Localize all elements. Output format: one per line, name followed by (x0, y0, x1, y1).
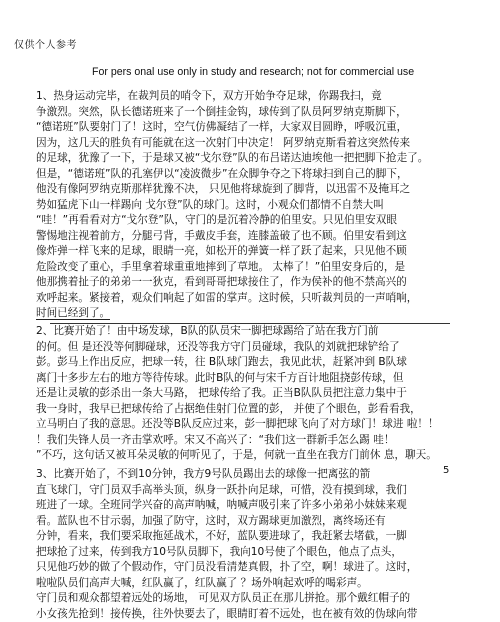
text-line: “德诺班”队要射门了！这时，空气仿佛凝结了一样，大家双目圆睁，呼吸沉重， (36, 120, 476, 136)
text-line: 2、比赛开始了！由中场发球，B队的队员宋一脚把球踢给了站在我方门前 (36, 324, 476, 340)
text-line: 分钟，看来，我们要采取拖延战术，不好，蓝队要进球了，我赶紧去堵截，一脚 (36, 529, 476, 545)
text-line: 啦啦队员们高声大喊，红队赢了，红队赢了 ？场外响起欢呼的喝彩声。 (36, 576, 476, 592)
text-line: 班进了一球。全班同学兴奋的高声呐喊，呐喊声吸引来了许多小弟弟小妹妹来观 (36, 498, 476, 514)
text-line: “哇！”再看看对方“戈尔登”队，守门的是沉着冷静的伯里安。只见伯里安双眼 (36, 213, 476, 229)
text-line: 立马明白了我的意思。还没等B队反应过来，彭一脚把球飞向了对方球门！球进 啦！！ (36, 417, 476, 433)
paragraph-2 (36, 324, 476, 464)
text-line: 只见他巧妙的做了个假动作，守门员没看清楚真假，扑了空，啊！球进了。这时， (36, 560, 476, 576)
text-line: 看。蓝队也不甘示弱，加强了防守，这时，双方踢球更加激烈，离终场还有 (36, 514, 476, 530)
text-line: 争激烈。突然，队长德诺班来了一个倒挂金钩，球传到了队员阿罗纳克斯脚下， (36, 105, 476, 121)
paragraph-3 (36, 467, 476, 622)
text-line: 但是，“德诺班”队的孔塞伊以“凌波微步”在众脚争夺之下将球扫到自己的脚下， (36, 167, 476, 183)
text-line: 警惕地注视着前方，分腿弓背，手戴皮手套，连膝盖破了也不顾。伯里安看到这 (36, 229, 476, 245)
text-line: 直飞球门，守门员双手高举头顶，纵身一跃扑向足球，可惜，没有摸到球，我们 (36, 483, 476, 499)
text-line: 像炸弹一样飞来的足球，眼睛一亮，如松开的弹簧一样了跃了起来，只见他不顾 (36, 244, 476, 260)
paragraph-1 (36, 89, 476, 322)
text-line: 时间已经到了。 (36, 306, 476, 322)
text-line: 欢呼起来。紧接着，观众们响起了如雷的掌声。这时候，只听裁判员的一声哨响， (36, 291, 476, 307)
text-line: 的足球，犹豫了一下，于是球又被“戈尔登”队的布吕诺达迪埃他一把把脚下抢走了。 (36, 151, 476, 167)
text-line: ”不巧，这句话又被耳朵灵敏的何听见了，于是，何就一直坐在我方门前休 息，聊天。 (36, 448, 476, 464)
text-line: 守门员和观众都望着远处的场地， 可见双方队员正在那儿拼抢。那个戴红帽子的 (36, 591, 476, 607)
text-line: 他那携着扯子的弟弟一一狄克，看到哥哥把球接住了，作为侯补的他不禁高兴的 (36, 275, 476, 291)
text-line: 的何。但 是还没等何脚碰球，还没等我方守门员碰球，我队的刘就把球铲给了 (36, 340, 476, 356)
text-line: 我一身时，我早已把球传给了占据绝佳射门位置的彭， 并使了个眼色，彭看看我， (36, 402, 476, 418)
disclaimer-line: For pers onal use only in study and research; not for commercial use (92, 66, 492, 78)
text-line: 势如猛虎下山一样踢向 戈尔登”队的球门。这时，小观众们都情不自禁大叫 (36, 198, 476, 214)
text-line: 小女孩先抢到！接传换，往外快要去了，眼睛盯着不远处，也在被有效的伪球向带 (36, 607, 476, 622)
text-line: ！我们失锋人员一齐击掌欢呼。宋又不高兴了：“我们这一群新手怎么踢 哇！ (36, 433, 476, 449)
text-line: 因为，这几天的胜负有可能就在这一次射门中决定！ 阿罗纳克斯看着这突然传来 (36, 136, 476, 152)
text-line: 彭。彭马上作出反应，把球一转，往 B队球门跑去，我见此状，赶紧冲到 B队球 (36, 355, 476, 371)
text-line: 把球抢了过来，传到我方10号队员脚下，我向10号使了个眼色，他点了点头， (36, 545, 476, 561)
page-number: 5 (443, 465, 449, 476)
header-note: 仅供个人参考 (14, 36, 77, 51)
text-line: 1、热身运动完毕，在裁判员的哨令下，双方开始争夺足球，你踢我扫，竟 (36, 89, 476, 105)
text-line: 他没有像阿罗纳克斯那样犹豫不决， 只见他将球旋到了脚背，以迅雷不及掩耳之 (36, 182, 476, 198)
text-line: 离门十多步左右的地方等待传球。此时B队的何与宋千方百计地阻挠彭传球，但 (36, 371, 476, 387)
text-line: 3、比赛开始了，不到10分钟，我方9号队员踢出去的球像一把离弦的箭 (36, 467, 476, 483)
text-line: 还是让灵敏的彭杀出一条大马路， 把球传给了我。正当B队队员把注意力集中于 (36, 386, 476, 402)
text-line: 危险改变了重心，手里拿着球重重地摔到了草地。 太棒了！”伯里安身后的，是 (36, 260, 476, 276)
